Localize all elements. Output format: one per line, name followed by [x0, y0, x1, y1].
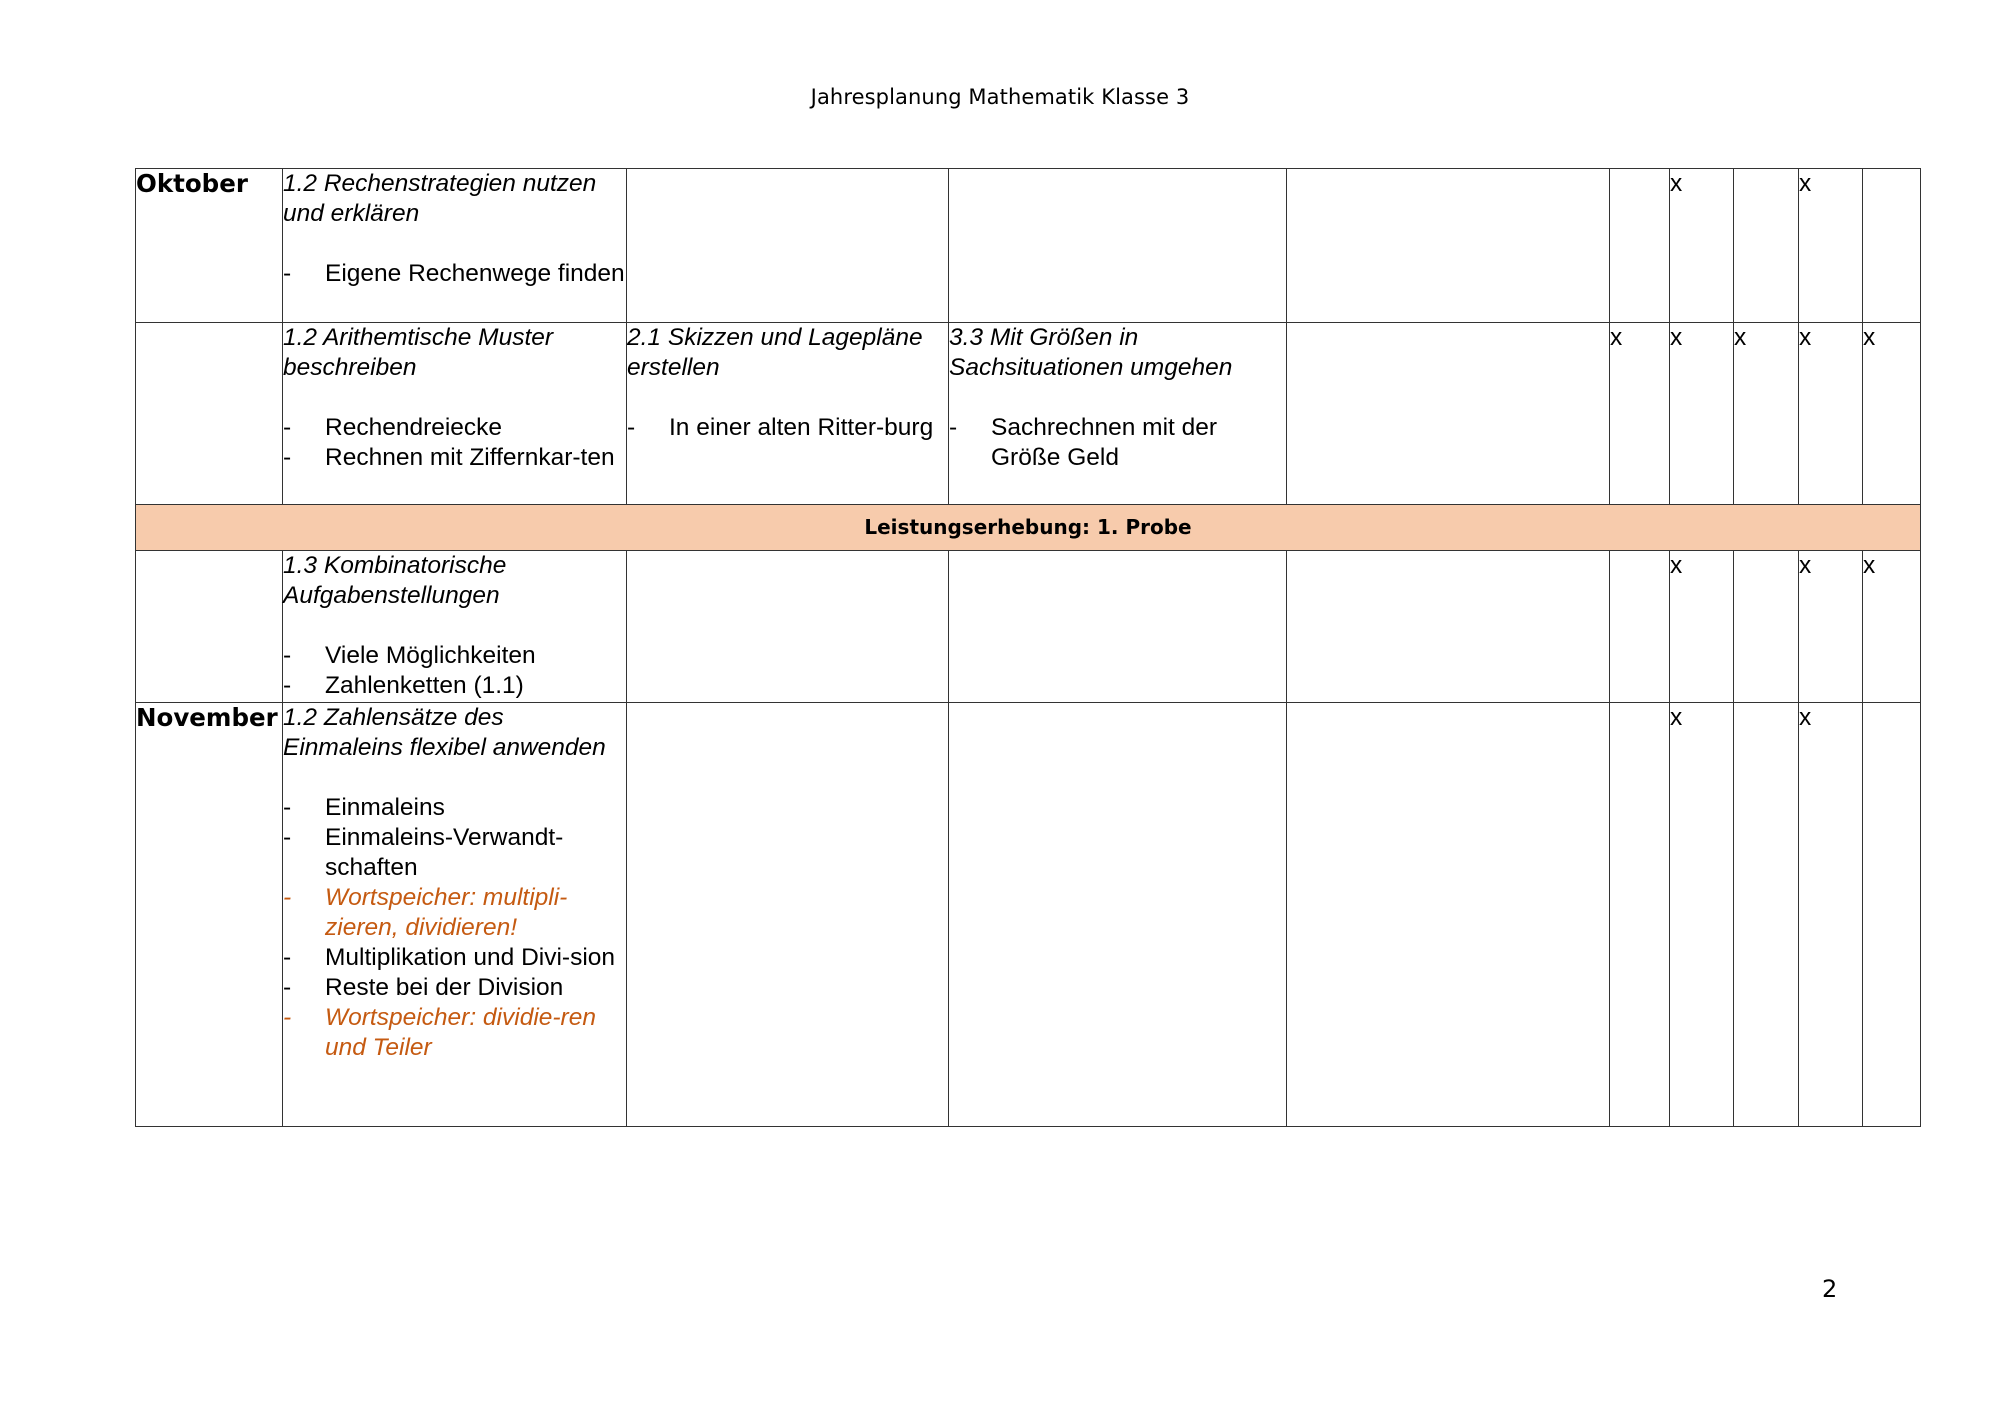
topic-title: 1.2 Zahlensätze des Einmaleins flexibel anwenden	[283, 704, 606, 761]
list-item: - Rechendreiecke	[283, 413, 626, 443]
mark-cell	[1734, 703, 1799, 1127]
plan-table	[135, 168, 1921, 1127]
topic-cell	[627, 169, 949, 323]
topic-cell	[1287, 323, 1610, 505]
mark-cell: x	[1670, 551, 1734, 703]
topic-title: 1.2 Rechenstrategien nutzen und erklären	[283, 170, 597, 227]
page-header: Jahresplanung Mathematik Klasse 3	[810, 85, 1190, 109]
table-row	[136, 169, 1921, 323]
topic-cell	[949, 551, 1287, 703]
table-row	[136, 323, 1921, 505]
topic-cell	[949, 323, 1287, 505]
list-item: - Eigene Rechenwege finden	[283, 259, 626, 289]
month-cell: November	[136, 703, 283, 1127]
topic-cell	[283, 323, 627, 505]
topic-cell	[949, 169, 1287, 323]
mark-cell: x	[1670, 169, 1734, 323]
mark-cell: x	[1863, 323, 1921, 505]
probe-row	[136, 505, 1921, 551]
topic-cell	[627, 551, 949, 703]
mark-cell	[1734, 551, 1799, 703]
topic-cell	[627, 323, 949, 505]
topic-cell	[283, 169, 627, 323]
list-item: - Einmaleins-Verwandt-schaften	[283, 823, 626, 883]
probe-label: Leistungserhebung: 1. Probe	[136, 505, 1921, 551]
list-item: - Zahlenketten (1.1)	[283, 671, 626, 701]
mark-cell	[1863, 169, 1921, 323]
list-item: - Einmaleins	[283, 793, 626, 823]
list-item: - Rechnen mit Ziffernkar-ten	[283, 443, 626, 473]
page-number: 2	[1822, 1275, 1838, 1303]
topic-title: 3.3 Mit Größen in Sachsituationen umgehen	[949, 324, 1233, 381]
mark-cell	[1610, 551, 1670, 703]
list-item: - Sachrechnen mit der Größe Geld	[949, 413, 1286, 473]
list-item: - Multiplikation und Divi-sion	[283, 943, 626, 973]
topic-title: 2.1 Skizzen und Lagepläne erstellen	[627, 324, 923, 381]
list-item-highlight: - Wortspeicher: multipli-zieren, dividieren!	[283, 883, 626, 943]
mark-cell: x	[1863, 551, 1921, 703]
mark-cell: x	[1799, 169, 1863, 323]
mark-cell	[1610, 169, 1670, 323]
topic-cell	[283, 703, 627, 1127]
topic-cell	[283, 551, 627, 703]
month-cell	[136, 551, 283, 703]
topic-cell	[1287, 703, 1610, 1127]
list-item: - Reste bei der Division	[283, 973, 626, 1003]
mark-cell: x	[1799, 703, 1863, 1127]
table-row	[136, 551, 1921, 703]
topic-cell	[949, 703, 1287, 1127]
mark-cell	[1863, 703, 1921, 1127]
topic-cell	[1287, 551, 1610, 703]
mark-cell: x	[1734, 323, 1799, 505]
topic-title: 1.3 Kombinatorische Aufgabenstellungen	[283, 552, 507, 609]
month-cell: Oktober	[136, 169, 283, 323]
list-item: - In einer alten Ritter-burg	[627, 413, 948, 443]
mark-cell: x	[1799, 551, 1863, 703]
mark-cell: x	[1610, 323, 1670, 505]
table-row	[136, 703, 1921, 1127]
topic-title: 1.2 Arithemtische Muster beschreiben	[283, 324, 554, 381]
list-item: - Viele Möglichkeiten	[283, 641, 626, 671]
mark-cell: x	[1799, 323, 1863, 505]
mark-cell: x	[1670, 703, 1734, 1127]
list-item-highlight: - Wortspeicher: dividie-ren und Teiler	[283, 1003, 626, 1063]
topic-cell	[627, 703, 949, 1127]
mark-cell	[1610, 703, 1670, 1127]
topic-cell	[1287, 169, 1610, 323]
month-cell	[136, 323, 283, 505]
mark-cell	[1734, 169, 1799, 323]
mark-cell: x	[1670, 323, 1734, 505]
